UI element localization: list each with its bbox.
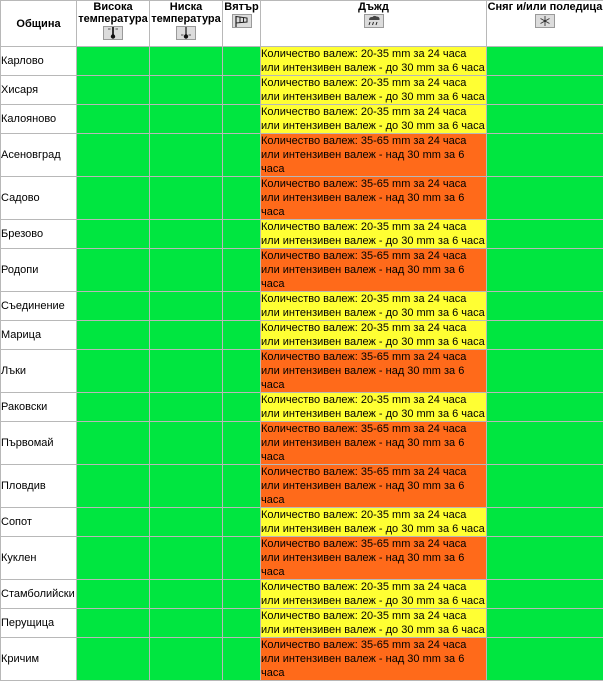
wind-status-cell xyxy=(223,350,261,393)
low-temp-header-label: Ниска температура xyxy=(150,1,222,25)
low-temp-status-cell xyxy=(150,220,223,249)
rain-status-cell xyxy=(261,537,487,580)
wind-status-cell xyxy=(223,609,261,638)
snow-status-cell xyxy=(487,47,603,76)
municipality-cell: Хисаря xyxy=(1,76,77,105)
rain-status-cell xyxy=(261,393,487,422)
rain-warning-text: Количество валеж: 20-35 mm за 24 часа или интензивен валеж - до 30 mm за 6 часа xyxy=(261,220,486,248)
snow-status-cell xyxy=(487,220,603,249)
wind-status-cell xyxy=(223,47,261,76)
table-row xyxy=(1,105,603,134)
low-temp-status-cell xyxy=(150,465,223,508)
table-row xyxy=(1,177,603,220)
table-row xyxy=(1,508,603,537)
snow-status-cell xyxy=(487,393,603,422)
snow-status-cell xyxy=(487,321,603,350)
rain-warning-text: Количество валеж: 35-65 mm за 24 часа или интензивен валеж - над 30 mm за 6 часа xyxy=(261,350,486,392)
wind-header-label: Вятър xyxy=(223,1,260,13)
wind-status-cell xyxy=(223,465,261,508)
low-temp-header xyxy=(150,1,223,47)
table-row xyxy=(1,609,603,638)
snow-status-cell xyxy=(487,76,603,105)
wind-status-cell xyxy=(223,292,261,321)
high-temp-header xyxy=(77,1,150,47)
table-row xyxy=(1,638,603,681)
wind-status-cell xyxy=(223,105,261,134)
low-temp-status-cell xyxy=(150,537,223,580)
high-temp-status-cell xyxy=(77,393,150,422)
municipality-cell: Раковски xyxy=(1,393,77,422)
high-temp-status-cell xyxy=(77,134,150,177)
rain-status-cell xyxy=(261,638,487,681)
table-row xyxy=(1,465,603,508)
snowflake-icon xyxy=(535,14,555,28)
wind-status-cell xyxy=(223,220,261,249)
rain-warning-text: Количество валеж: 35-65 mm за 24 часа или интензивен валеж - над 30 mm за 6 часа xyxy=(261,134,486,176)
warnings-table-body xyxy=(1,47,603,681)
rain-warning-text: Количество валеж: 35-65 mm за 24 часа или интензивен валеж - над 30 mm за 6 часа xyxy=(261,638,486,680)
high-temp-status-cell xyxy=(77,249,150,292)
snow-status-cell xyxy=(487,537,603,580)
table-row xyxy=(1,76,603,105)
rain-status-cell xyxy=(261,177,487,220)
table-row xyxy=(1,350,603,393)
wind-icon xyxy=(232,14,252,28)
high-temp-status-cell xyxy=(77,609,150,638)
rain-status-cell xyxy=(261,580,487,609)
high-temp-status-cell xyxy=(77,537,150,580)
high-temp-status-cell xyxy=(77,465,150,508)
municipality-cell: Съединение xyxy=(1,292,77,321)
rain-warning-text: Количество валеж: 35-65 mm за 24 часа или интензивен валеж - над 30 mm за 6 часа xyxy=(261,177,486,219)
municipality-cell: Родопи xyxy=(1,249,77,292)
wind-status-cell xyxy=(223,177,261,220)
rain-warning-text: Количество валеж: 20-35 mm за 24 часа или интензивен валеж - до 30 mm за 6 часа xyxy=(261,609,486,637)
rain-warning-text: Количество валеж: 35-65 mm за 24 часа или интензивен валеж - над 30 mm за 6 часа xyxy=(261,249,486,291)
low-temp-status-cell xyxy=(150,609,223,638)
high-temp-status-cell xyxy=(77,580,150,609)
municipality-cell: Първомай xyxy=(1,422,77,465)
rain-warning-text: Количество валеж: 20-35 mm за 24 часа или интензивен валеж - до 30 mm за 6 часа xyxy=(261,76,486,104)
municipality-cell: Лъки xyxy=(1,350,77,393)
rain-status-cell xyxy=(261,292,487,321)
municipality-cell: Марица xyxy=(1,321,77,350)
high-temp-status-cell xyxy=(77,422,150,465)
wind-status-cell xyxy=(223,580,261,609)
high-temp-status-cell xyxy=(77,321,150,350)
municipality-cell: Сопот xyxy=(1,508,77,537)
wind-status-cell xyxy=(223,134,261,177)
rain-warning-text: Количество валеж: 20-35 mm за 24 часа или интензивен валеж - до 30 mm за 6 часа xyxy=(261,393,486,421)
municipality-cell: Стамболийски xyxy=(1,580,77,609)
rain-status-cell xyxy=(261,350,487,393)
thermometer-low-icon xyxy=(176,26,196,40)
wind-status-cell xyxy=(223,76,261,105)
wind-status-cell xyxy=(223,537,261,580)
rain-warning-text: Количество валеж: 20-35 mm за 24 часа или интензивен валеж - до 30 mm за 6 часа xyxy=(261,580,486,608)
snow-status-cell xyxy=(487,249,603,292)
low-temp-status-cell xyxy=(150,321,223,350)
table-row xyxy=(1,249,603,292)
low-temp-status-cell xyxy=(150,292,223,321)
municipality-cell: Куклен xyxy=(1,537,77,580)
high-temp-status-cell xyxy=(77,638,150,681)
high-temp-status-cell xyxy=(77,177,150,220)
rain-warning-text: Количество валеж: 35-65 mm за 24 часа или интензивен валеж - над 30 mm за 6 часа xyxy=(261,422,486,464)
snow-status-cell xyxy=(487,105,603,134)
snow-status-cell xyxy=(487,609,603,638)
snow-header-label: Сняг и/или поледица xyxy=(487,1,603,13)
rain-header-label: Дъжд xyxy=(261,1,486,13)
low-temp-status-cell xyxy=(150,134,223,177)
snow-status-cell xyxy=(487,177,603,220)
low-temp-status-cell xyxy=(150,177,223,220)
rain-status-cell xyxy=(261,47,487,76)
municipality-cell: Кричим xyxy=(1,638,77,681)
low-temp-status-cell xyxy=(150,508,223,537)
thermometer-high-icon xyxy=(103,26,123,40)
low-temp-status-cell xyxy=(150,105,223,134)
rain-status-cell xyxy=(261,465,487,508)
rain-warning-text: Количество валеж: 35-65 mm за 24 часа или интензивен валеж - над 30 mm за 6 часа xyxy=(261,537,486,579)
rain-status-cell xyxy=(261,508,487,537)
rain-warning-text: Количество валеж: 20-35 mm за 24 часа или интензивен валеж - до 30 mm за 6 часа xyxy=(261,47,486,75)
low-temp-status-cell xyxy=(150,422,223,465)
municipality-header-label: Община xyxy=(16,18,60,30)
high-temp-status-cell xyxy=(77,47,150,76)
rain-status-cell xyxy=(261,321,487,350)
snow-status-cell xyxy=(487,508,603,537)
low-temp-status-cell xyxy=(150,350,223,393)
low-temp-status-cell xyxy=(150,249,223,292)
header-row xyxy=(1,1,603,47)
rain-status-cell xyxy=(261,76,487,105)
high-temp-status-cell xyxy=(77,220,150,249)
wind-status-cell xyxy=(223,249,261,292)
snow-status-cell xyxy=(487,580,603,609)
table-row xyxy=(1,537,603,580)
wind-status-cell xyxy=(223,321,261,350)
municipality-cell: Калояново xyxy=(1,105,77,134)
table-row xyxy=(1,321,603,350)
wind-header xyxy=(223,1,261,47)
high-temp-status-cell xyxy=(77,105,150,134)
rain-warning-text: Количество валеж: 20-35 mm за 24 часа или интензивен валеж - до 30 mm за 6 часа xyxy=(261,292,486,320)
high-temp-status-cell xyxy=(77,350,150,393)
municipality-cell: Садово xyxy=(1,177,77,220)
table-row xyxy=(1,47,603,76)
rain-icon xyxy=(364,14,384,28)
snow-status-cell xyxy=(487,422,603,465)
rain-status-cell xyxy=(261,249,487,292)
rain-warning-text: Количество валеж: 20-35 mm за 24 часа или интензивен валеж - до 30 mm за 6 часа xyxy=(261,321,486,349)
municipality-cell: Брезово xyxy=(1,220,77,249)
municipality-cell: Карлово xyxy=(1,47,77,76)
low-temp-status-cell xyxy=(150,47,223,76)
rain-status-cell xyxy=(261,609,487,638)
wind-status-cell xyxy=(223,393,261,422)
municipality-cell: Пловдив xyxy=(1,465,77,508)
rain-warning-text: Количество валеж: 20-35 mm за 24 часа или интензивен валеж - до 30 mm за 6 часа xyxy=(261,105,486,133)
snow-status-cell xyxy=(487,292,603,321)
high-temp-status-cell xyxy=(77,76,150,105)
table-row xyxy=(1,580,603,609)
table-row xyxy=(1,393,603,422)
wind-status-cell xyxy=(223,422,261,465)
rain-status-cell xyxy=(261,422,487,465)
low-temp-status-cell xyxy=(150,76,223,105)
high-temp-status-cell xyxy=(77,292,150,321)
snow-header xyxy=(487,1,603,47)
municipality-header xyxy=(1,1,77,47)
rain-status-cell xyxy=(261,134,487,177)
low-temp-status-cell xyxy=(150,638,223,681)
table-row xyxy=(1,422,603,465)
wind-status-cell xyxy=(223,638,261,681)
high-temp-header-label: Висока температура xyxy=(77,1,149,25)
municipality-cell: Перущица xyxy=(1,609,77,638)
rain-warning-text: Количество валеж: 35-65 mm за 24 часа или интензивен валеж - над 30 mm за 6 часа xyxy=(261,465,486,507)
rain-warning-text: Количество валеж: 20-35 mm за 24 часа или интензивен валеж - до 30 mm за 6 часа xyxy=(261,508,486,536)
table-row xyxy=(1,292,603,321)
snow-status-cell xyxy=(487,134,603,177)
municipality-cell: Асеновград xyxy=(1,134,77,177)
snow-status-cell xyxy=(487,638,603,681)
low-temp-status-cell xyxy=(150,393,223,422)
snow-status-cell xyxy=(487,350,603,393)
rain-status-cell xyxy=(261,105,487,134)
wind-status-cell xyxy=(223,508,261,537)
table-row xyxy=(1,134,603,177)
rain-header xyxy=(261,1,487,47)
low-temp-status-cell xyxy=(150,580,223,609)
table-row xyxy=(1,220,603,249)
high-temp-status-cell xyxy=(77,508,150,537)
rain-status-cell xyxy=(261,220,487,249)
snow-status-cell xyxy=(487,465,603,508)
